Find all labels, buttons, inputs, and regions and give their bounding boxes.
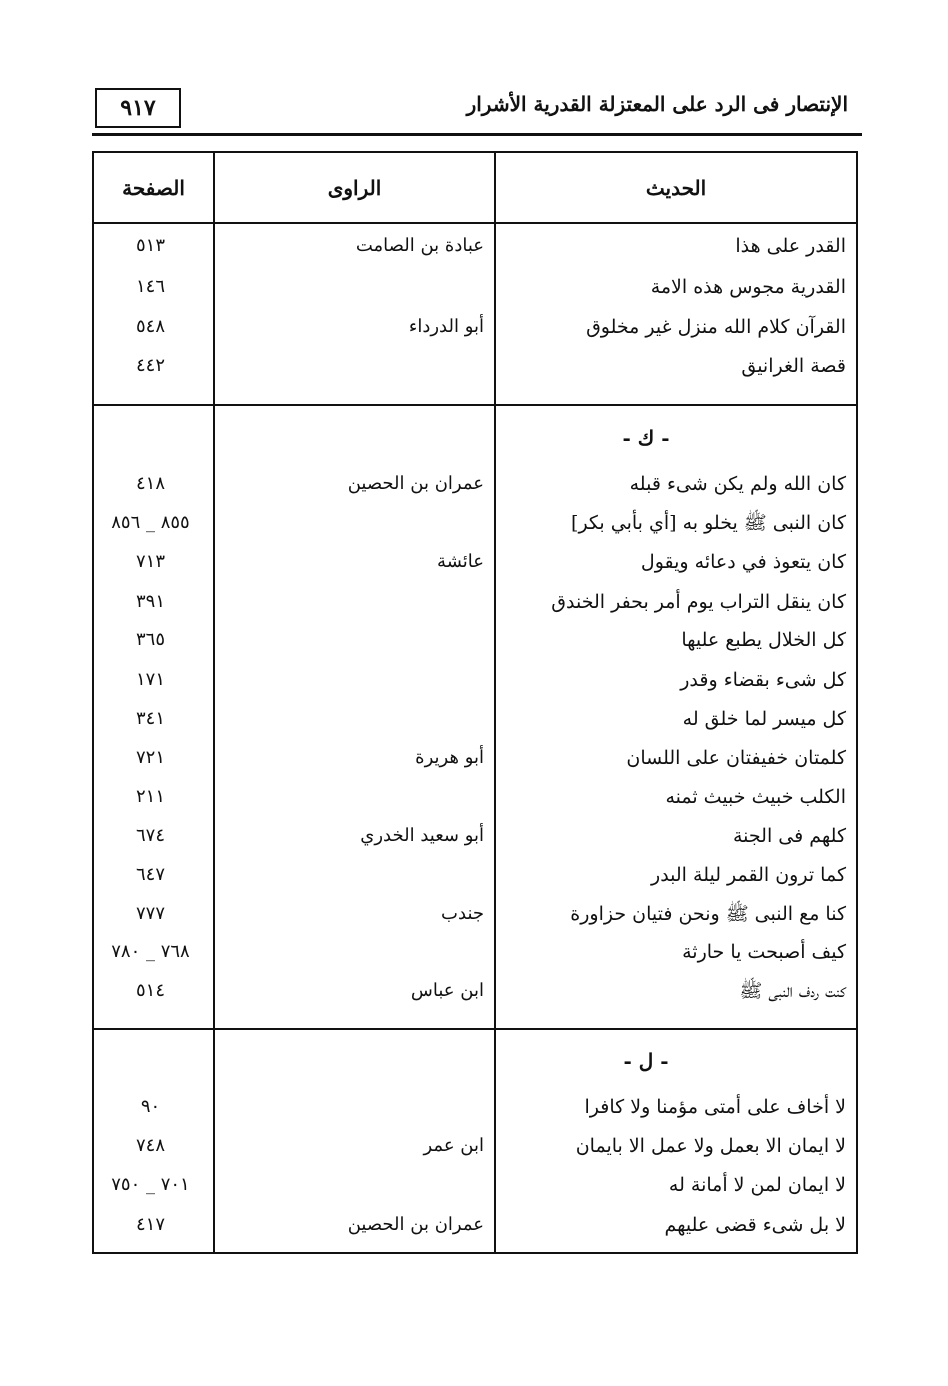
table-row [94, 780, 856, 814]
page-ref: ٥١٣ [135, 235, 165, 256]
page-ref: ٦٤٧ [135, 864, 165, 885]
table-row [94, 819, 856, 853]
hadith-text: قصة الغرانيق [741, 355, 846, 377]
narrator [214, 935, 484, 969]
hadith-text: الكلب خبيث خبيث ثمنه [665, 786, 846, 808]
letter-heading-kaf: - ك - [622, 426, 670, 450]
page-ref: ٧١٣ [135, 551, 165, 572]
narrator: ابن عباس [410, 980, 484, 1001]
section-divider [94, 1028, 856, 1030]
hadith-text: كان الله ولم يكن شىء قبله [629, 473, 846, 495]
narrator: عائشة [437, 551, 484, 572]
table-row [94, 974, 856, 1008]
narrator [214, 858, 484, 892]
narrator [214, 702, 484, 736]
narrator: عبادة بن الصامت [355, 235, 484, 256]
header-rule [92, 133, 862, 136]
page-ref: ٦٧٤ [135, 825, 165, 846]
narrator: أبو سعيد الخدري [360, 825, 484, 846]
page-ref: ٩٠ [140, 1096, 161, 1117]
page-number: ٩١٧ [120, 95, 156, 121]
page-ref: ٧٢١ [135, 747, 165, 768]
page-ref: ٣٦٥ [135, 629, 165, 650]
table-row [94, 741, 856, 775]
hadith-text: القدر على هذا [735, 235, 846, 257]
table-row [94, 623, 856, 657]
hadith-text: كلهم فى الجنة [733, 825, 846, 847]
table-row [94, 1208, 856, 1242]
hadith-text: لا ايمان لمن لا أمانة له [668, 1174, 846, 1196]
narrator [214, 1168, 484, 1202]
table-row [94, 897, 856, 931]
table-row [94, 702, 856, 736]
hadith-text: لا ايمان الا بعمل ولا عمل الا بايمان [575, 1135, 846, 1157]
narrator: عمران بن الحصين [347, 1214, 484, 1235]
page-ref: ٥١٤ [135, 980, 165, 1001]
hadith-text: كلمتان خفيفتان على اللسان [626, 747, 846, 769]
table-row [94, 663, 856, 697]
hadith-text: القرآن كلام الله منزل غير مخلوق [586, 316, 846, 338]
hadith-text: كل الخلال يطبع عليها [681, 629, 846, 651]
hadith-text: لا أخاف على أمتى مؤمنا ولا كافرا [584, 1096, 846, 1118]
narrator [214, 663, 484, 697]
hadith-text: كما ترون القمر ليلة البدر [651, 864, 846, 886]
running-title: الإنتصار فى الرد على المعتزلة القدرية الأشرار [466, 92, 848, 116]
table-row [94, 467, 856, 501]
table-row [94, 310, 856, 344]
page-ref: ٤٤٢ [135, 355, 165, 376]
header-page: الصفحة [122, 176, 185, 200]
hadith-text: كنت ردف النبى ﷺ [739, 980, 846, 1002]
narrator [214, 585, 484, 619]
hadith-text: كان النبى ﷺ يخلو به [أي بأبي بكر] [571, 512, 846, 534]
page-ref: ٥٤٨ [135, 316, 165, 337]
hadith-text: لا بل شىء قضى عليهم [664, 1214, 846, 1236]
page-ref: ٧٤٨ [135, 1135, 165, 1156]
section-divider [94, 404, 856, 406]
table-row [94, 585, 856, 619]
page-ref: ١٤٦ [135, 276, 165, 297]
narrator [214, 270, 484, 304]
hadith-index-table [92, 151, 858, 1254]
table-row [94, 545, 856, 579]
page-ref: ٣٩١ [135, 591, 165, 612]
hadith-text: كان ينقل التراب يوم أمر بحفر الخندق [551, 591, 846, 613]
table-row [94, 858, 856, 892]
table-row [94, 935, 856, 969]
table-row [94, 229, 856, 263]
narrator [214, 1090, 484, 1124]
table-row [94, 1168, 856, 1202]
page-ref: ٧٦٨ _ ٧٨٠ [111, 941, 190, 962]
page-ref: ٣٤١ [135, 708, 165, 729]
narrator [214, 506, 484, 540]
header-narrator: الراوى [327, 176, 382, 200]
page-ref: ٧٠١ _ ٧٥٠ [111, 1174, 190, 1195]
narrator: أبو هريرة [415, 747, 484, 768]
page-ref: ٤١٨ [135, 473, 165, 494]
page-ref: ٤١٧ [135, 1214, 165, 1235]
hadith-text: كنا مع النبى ﷺ ونحن فتيان حزاورة [570, 903, 846, 925]
table-row [94, 1129, 856, 1163]
narrator: جندب [441, 903, 484, 924]
table-row [94, 506, 856, 540]
header-hadith: الحديث [645, 176, 707, 200]
table-row [94, 349, 856, 383]
hadith-text: كيف أصبحت يا حارثة [682, 941, 846, 963]
hadith-text: كان يتعوذ في دعائه ويقول [640, 551, 846, 573]
page-ref: ٧٧٧ [135, 903, 165, 924]
narrator: ابن عمر [423, 1135, 484, 1156]
letter-heading-lam: - ل - [623, 1049, 669, 1073]
hadith-text: القدرية مجوس هذه الامة [650, 276, 846, 298]
header-divider [94, 222, 856, 224]
page-number-box [95, 88, 181, 128]
narrator [214, 780, 484, 814]
narrator: عمران بن الحصين [347, 473, 484, 494]
narrator: أبو الدرداء [408, 316, 484, 337]
page-ref: ١٧١ [135, 669, 165, 690]
page-ref: ٢١١ [135, 786, 165, 807]
table-row [94, 1090, 856, 1124]
table-row [94, 270, 856, 304]
hadith-text: كل ميسر لما خلق له [682, 708, 846, 730]
narrator [214, 623, 484, 657]
page-ref: ٨٥٥ _ ٨٥٦ [111, 512, 190, 533]
hadith-text: كل شىء بقضاء وقدر [680, 669, 846, 691]
narrator [214, 349, 484, 383]
